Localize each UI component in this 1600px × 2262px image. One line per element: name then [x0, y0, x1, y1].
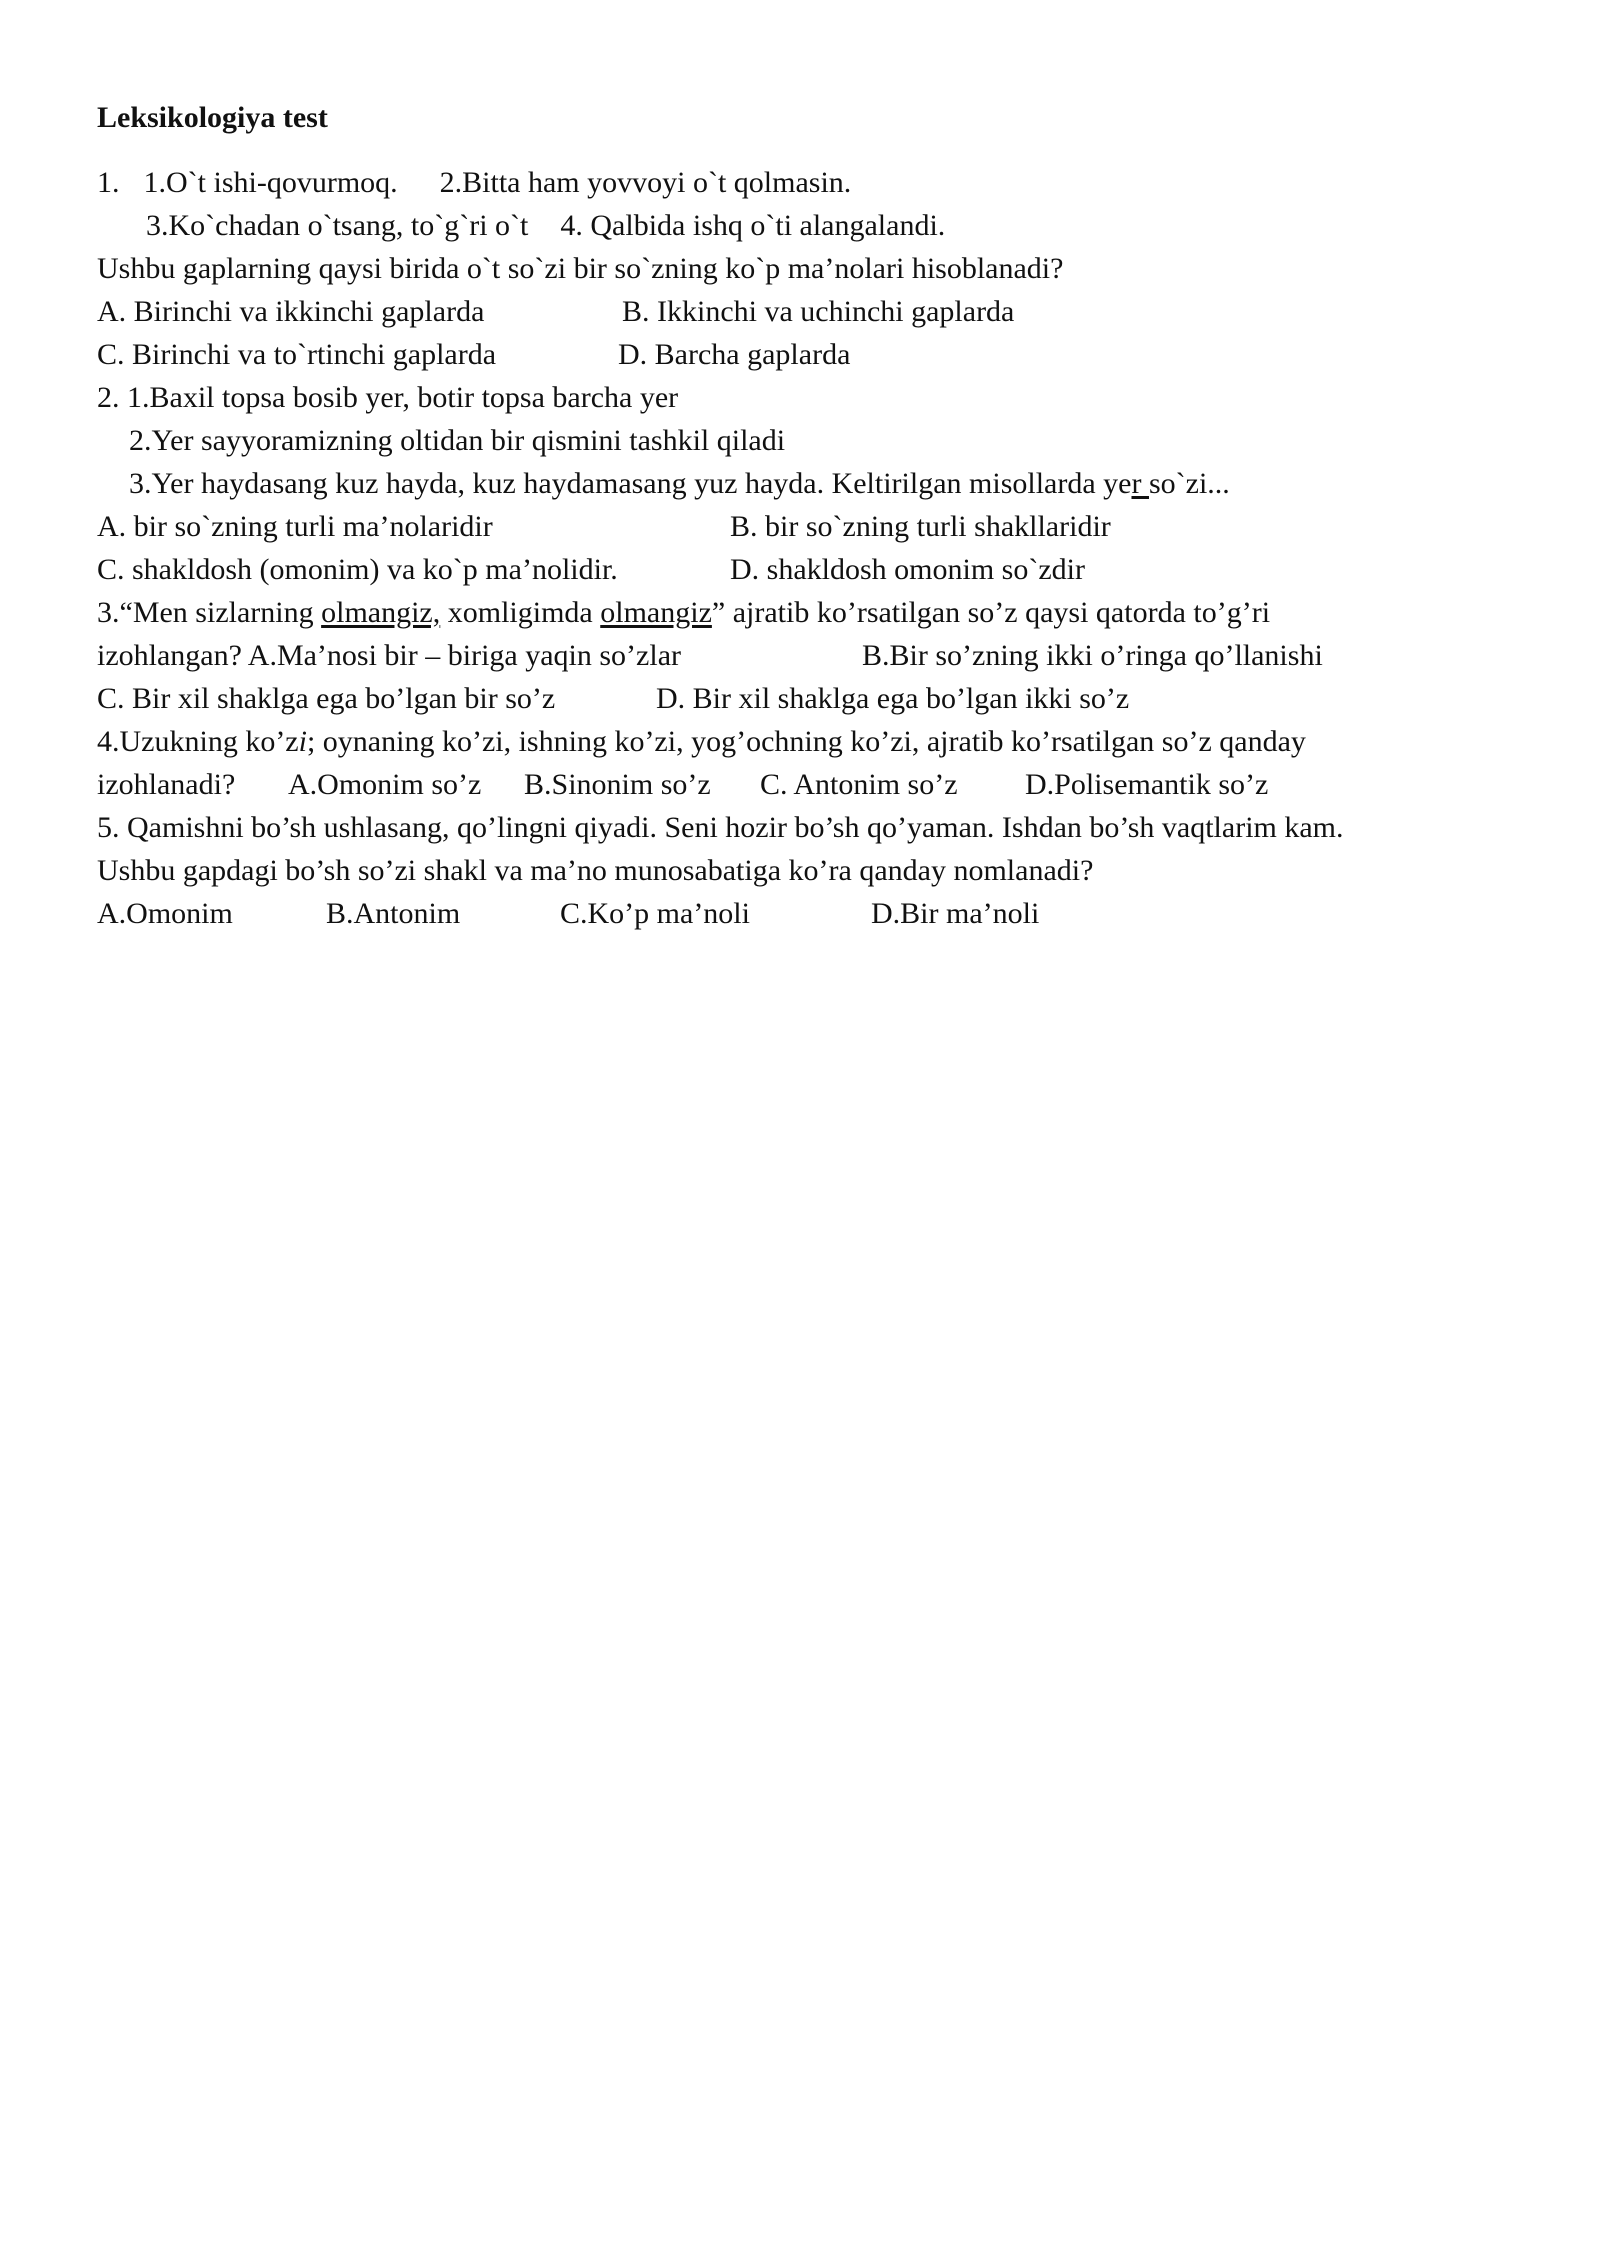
q1-options-ab: [97, 290, 1517, 333]
q2-sentence-3-start: 3.Yer haydasang kuz hayda, kuz haydamasang yuz hayda. Keltirilgan misollarda ye: [129, 467, 1132, 500]
q4-option-c: C. Antonim so’z: [760, 768, 958, 801]
q4-line-2: [97, 763, 1517, 806]
q5-line-1: 5. Qamishni bo’sh ushlasang, qo’lingni qiyadi. Seni hozir bo’sh qo’yaman. Ishdan bo’sh vaqtlarim kam.: [97, 811, 1344, 844]
q2-option-d: D. shakldosh omonim so`zdir: [730, 553, 1085, 586]
q5-question: Ushbu gapdagi bo’sh so’zi shakl va ma’no munosabatiga ko’ra qanday nomlanadi?: [97, 854, 1094, 887]
q1-option-d: D. Barcha gaplarda: [618, 338, 851, 371]
q2-option-a: A. bir so`zning turli ma’nolaridir: [97, 510, 493, 543]
q2-line-1: 2. 1.Baxil topsa bosib yer, botir topsa barcha yer: [97, 381, 679, 414]
q4-line-1: [97, 720, 1517, 763]
q1-line-2: [97, 204, 1517, 247]
q5-option-b: B.Antonim: [326, 897, 461, 930]
q4-text-1: 4.Uzukning ko’z: [97, 725, 299, 758]
q2-line-2: 2.Yer sayyoramizning oltidan bir qismini tashkil qiladi: [129, 424, 786, 457]
q4-option-b: B.Sinonim so’z: [524, 768, 711, 801]
q5-option-d: D.Bir ma’noli: [871, 897, 1040, 930]
q2-line-3: [97, 462, 1517, 505]
q1-sentence-2: 2.Bitta ham yovvoyi o`t qolmasin.: [439, 166, 852, 199]
q4-italic-letter: i: [298, 725, 307, 758]
q2-options-ab: [97, 505, 1517, 548]
q1-number: 1.: [97, 166, 120, 199]
q3-line-1: [97, 591, 1517, 634]
q1-sentence-3: 3.Ko`chadan o`tsang, to`g`ri o`t: [146, 209, 529, 242]
q5-options: [97, 892, 1517, 935]
document-body: [97, 96, 1517, 935]
q2-sentence-3-end: so`zi...: [1148, 467, 1230, 500]
q3-line-2: [97, 634, 1517, 677]
q2-option-b: B. bir so`zning turli shakllaridir: [730, 510, 1111, 543]
q1-sentence-4: 4. Qalbida ishq o`ti alangalandi.: [560, 209, 946, 242]
q4-option-a: A.Omonim so’z: [288, 768, 482, 801]
q1-option-b: B. Ikkinchi va uchinchi gaplarda: [622, 295, 1015, 328]
q1-line-1: [97, 161, 1517, 204]
q2-option-c: C. shakldosh (omonim) va ko`p ma’nolidir.: [97, 553, 618, 586]
q3-text-1: 3.“Men sizlarning: [97, 596, 322, 629]
q3-option-b: B.Bir so’zning ikki o’ringa qo’llanishi: [862, 639, 1323, 672]
q1-sentence-1: 1.O`t ishi-qovurmoq.: [143, 166, 398, 199]
q3-option-d: D. Bir xil shaklga ega bo’lgan ikki so’z: [656, 682, 1130, 715]
q3-text-2: xomligimda: [440, 596, 601, 629]
q3-option-c: C. Bir xil shaklga ega bo’lgan bir so’z: [97, 682, 556, 715]
document-title: Leksikologiya test: [97, 101, 328, 134]
q1-option-a: A. Birinchi va ikkinchi gaplarda: [97, 295, 485, 328]
q3-options-cd: [97, 677, 1517, 720]
q3-underlined-word-2: olmangiz: [600, 596, 712, 629]
q4-text-2: ; oynaning ko’zi, ishning ko’zi, yog’ochning ko’zi, ajratib ko’rsatilgan so’z qanday: [306, 725, 1306, 758]
q1-options-cd: [97, 333, 1517, 376]
q3-question-option-a: izohlangan? A.Ma’nosi bir – biriga yaqin so’zlar: [97, 639, 682, 672]
q2-options-cd: [97, 548, 1517, 591]
q5-option-c: C.Ko’p ma’noli: [560, 897, 750, 930]
q2-underlined-fragment: r: [1131, 467, 1149, 500]
q4-option-d: D.Polisemantik so’z: [1025, 768, 1269, 801]
q3-text-3: ” ajratib ko’rsatilgan so’z qaysi qatorda to’g’ri: [711, 596, 1271, 629]
q5-option-a: A.Omonim: [97, 897, 233, 930]
q1-question: Ushbu gaplarning qaysi birida o`t so`zi bir so`zning ko`p ma’nolari hisoblanadi?: [97, 252, 1064, 285]
q1-option-c: C. Birinchi va to`rtinchi gaplarda: [97, 338, 497, 371]
q4-question-end: izohlanadi?: [97, 768, 236, 801]
q3-underlined-word-1: olmangiz,: [321, 596, 441, 629]
